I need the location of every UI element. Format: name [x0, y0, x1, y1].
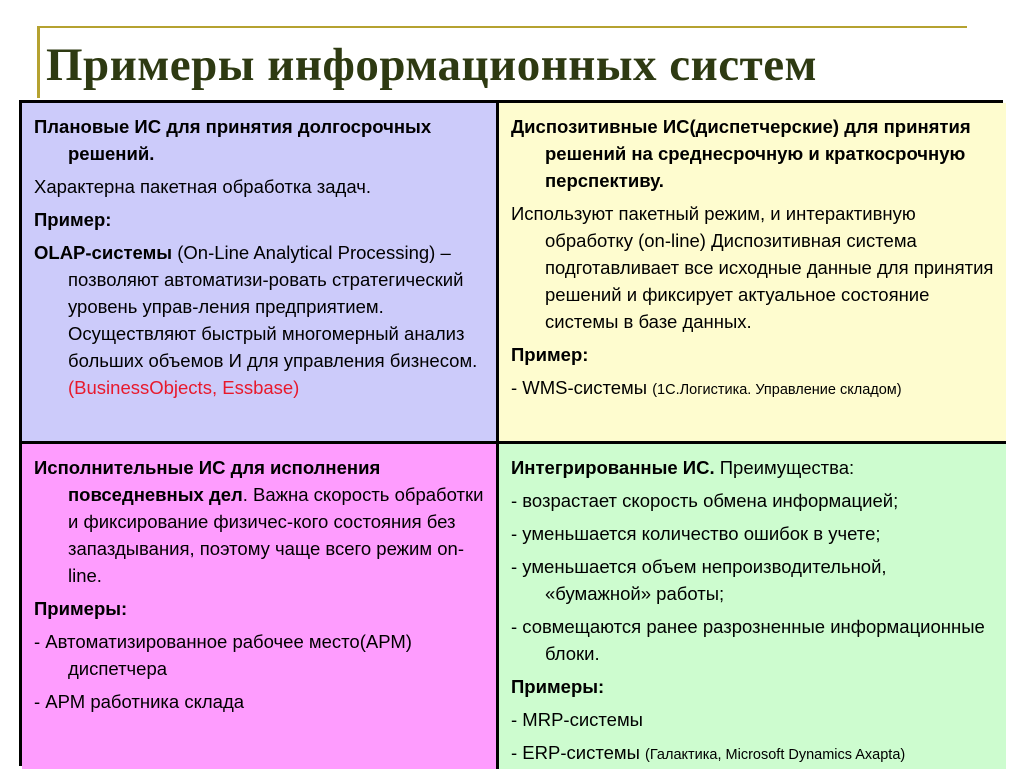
- dispositive-is-cell: [499, 103, 1006, 444]
- systems-table: [19, 100, 1003, 766]
- advantage-item: - уменьшается количество ошибок в учете;: [511, 523, 881, 544]
- dispositive-is-description: Используют пакетный режим, и интерактивную обработку (on-line) Диспозитивная система подготавливает все исходные данные для принятия решений и фиксирует актуальное состояние системы в базе данных.: [511, 203, 994, 332]
- title-accent-vertical-line: [37, 26, 40, 98]
- olap-term: OLAP-системы: [34, 242, 173, 263]
- erp-note: (Галактика, Microsoft Dynamics Axapta): [645, 747, 906, 763]
- wms-term: - WMS-системы: [511, 377, 648, 398]
- executive-is-examples-label: Примеры:: [34, 598, 128, 619]
- integrated-is-heading: Интегрированные ИС.: [511, 457, 715, 478]
- executive-example-arm-warehouse: - АРМ работника склада: [34, 691, 245, 712]
- mrp-example: - MRP-системы: [511, 709, 643, 730]
- slide-title: Примеры информационных систем: [46, 39, 818, 91]
- executive-is-paragraph: [34, 454, 486, 589]
- integrated-is-cell: [499, 444, 1006, 769]
- olap-paragraph: [34, 239, 486, 401]
- integrated-is-advantages-label: Преимущества:: [714, 457, 855, 478]
- planning-is-cell: [22, 103, 499, 444]
- olap-description: (On-Line Analytical Processing) – позволяют автоматизи-ровать стратегический уровень управ-ления предприятием. Осуществляют быстрый многомерный анализ больших объемов И для управления бизнесом.: [68, 242, 478, 371]
- planning-is-heading: Плановые ИС для принятия долгосрочных решений.: [34, 116, 432, 164]
- wms-note: (1С.Логистика. Управление складом): [652, 382, 902, 398]
- advantage-item: - возрастает скорость обмена информацией;: [511, 490, 899, 511]
- executive-is-description: . Важна скорость обработки и фиксирование физичес-кого состояния без запаздывания, поэтому чаще всего режим on-line.: [68, 484, 484, 586]
- advantage-item: - уменьшается объем непроизводительной, «бумажной» работы;: [511, 556, 887, 604]
- executive-is-heading: Исполнительные ИС для исполнения повседневных дел: [34, 457, 381, 505]
- integrated-is-examples-label: Примеры:: [511, 676, 605, 697]
- erp-example: [511, 739, 996, 769]
- executive-is-cell: [22, 444, 499, 769]
- planning-is-example-label: Пример:: [34, 209, 112, 230]
- dispositive-is-example-label: Пример:: [511, 344, 589, 365]
- title-accent-horizontal-line: [37, 26, 967, 28]
- integrated-is-heading-line: [511, 454, 996, 481]
- planning-is-description: Характерна пакетная обработка задач.: [34, 176, 371, 197]
- erp-term: - ERP-системы: [511, 742, 640, 763]
- advantage-item: - совмещаются ранее разрозненные информационные блоки.: [511, 616, 985, 664]
- olap-products: (BusinessObjects, Essbase): [68, 377, 300, 398]
- executive-example-arm-dispatcher: - Автоматизированное рабочее место(АРМ) диспетчера: [34, 631, 412, 679]
- wms-example: [511, 374, 996, 404]
- dispositive-is-heading: Диспозитивные ИС(диспетчерские) для принятия решений на среднесрочную и краткосрочную перспективу.: [511, 116, 971, 191]
